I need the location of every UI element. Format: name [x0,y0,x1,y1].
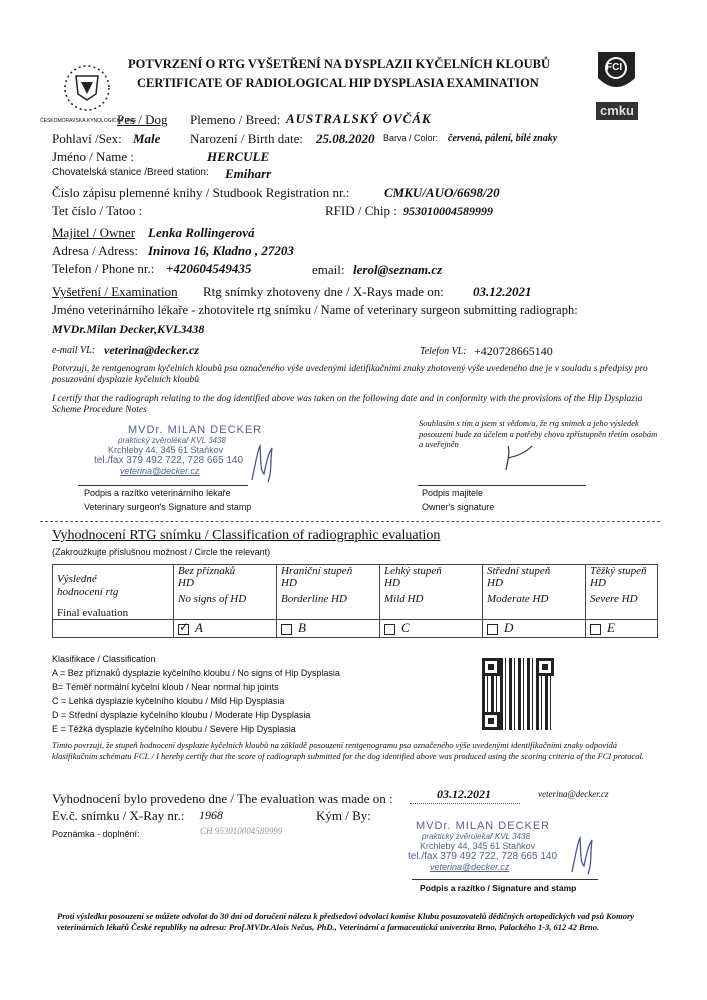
email-label: email: [312,262,345,277]
color-value: červená, pálení, bílé znaky [448,133,558,144]
owner-sign-line [418,485,586,486]
grade-a-checkbox[interactable]: ✓A [174,620,277,638]
breed-value: AUSTRALSKÝ OVČÁK [286,111,432,126]
legend-item: E = Těžká dysplazie kyčelního kloubu / Severe Hip Dysplasia [52,724,296,734]
evaluation-stamp: MVDr. MILAN DECKER praktický zvěrolékař KVL 3438 Krchleby 44, 345 61 Staňkov tel./fax 379 492 722, 728 665 140 veterina@decker.cz [408,820,558,872]
vet-name-label: Jméno veterinárního lékaře - zhotovitele rtg snímku / Name of veterinary surgeon submitting radiograph: [52,303,578,317]
phone-label: Telefon / Phone nr.: [52,261,155,276]
eval-date-label: Vyhodnocení bylo provedeno dne / The evaluation was made on : [52,791,393,806]
eval-sign-line [412,879,598,880]
grade-b-cell: Hraniční stupeň HD Borderline HD [277,565,380,620]
checkbox-icon [281,624,292,635]
grade-d-cell: Střední stupeň HD Moderate HD [483,565,586,620]
cmku-brand-logo: cmku [596,102,638,120]
checkbox-icon [590,624,601,635]
grade-e-cell: Těžký stupeň HD Severe HD [586,565,658,620]
studbook-label: Číslo zápisu plemenné knihy / Studbook Registration nr.: [52,185,350,200]
eval-sign-label: Podpis a razítko / Signature and stamp [420,883,577,893]
xray-nr-value: 1968 [199,808,223,822]
cmku-logo-text: ČESKOMORAVSKÁ KYNOLOGICKÁ UNIE [40,118,137,124]
sex-value: Male [133,131,161,146]
fci-logo: FCI [594,48,639,96]
vet-stamp: MVDr. MILAN DECKER praktický zvěrolékař KVL 3438 Krchleby 44, 345 61 Staňkov tel./fax 379 492 722, 728 665 140 veterina@decker.cz [94,424,263,476]
vet-sign-line [78,485,248,486]
exam-label: Vyšetření / Examination [52,284,178,299]
checkbox-icon [384,624,395,635]
grade-a-cell: Bez příznaků HD No signs of HD [174,565,277,620]
address-label: Adresa / Adress: [52,243,138,258]
species-label: Pes / Dog [117,112,168,127]
title-en: CERTIFICATE OF RADIOLOGICAL HIP DYSPLASIA EXAMINATION [137,76,539,90]
by-label: Kým / By: [316,808,371,823]
note-value: CH 953010004589999 [200,826,283,836]
legend-item: C = Lehká dysplazie kyčelního kloubu / Mild Hip Dysplasia [52,696,285,706]
rfid-value: 953010004589999 [403,204,493,218]
station-value: Emiharr [225,166,272,181]
grade-d-checkbox[interactable]: D [483,620,586,638]
certify-text: Tímto povrzuji, že stupeň hodnocení dysplazie kyčelních kloubů na základě posouzení rentgenogramu psa označeného výše uvedenými identifikačními znaky odpovídá klasifikačním schématu FCI. / I hereby certify that the score of radiograph submitted for the dog identified above was produced using the scoring criteria of the FCI protocol. [52,740,644,761]
note-label: Poznámka - doplnění: [52,829,140,839]
legend-item: D = Střední dysplazie kyčelního kloubu / Moderate Hip Dysplasia [52,710,311,720]
vet-signature [248,440,276,491]
eval-email-value: veterina@decker.cz [538,789,609,799]
birth-label: Narození / Birth date: [190,131,303,146]
section-divider [40,521,660,522]
owner-sign-cz: Podpis majitele [422,488,484,498]
owner-sign-en: Owner's signature [422,502,495,512]
legend-item: B= Téměř normální kyčelní kloub / Near normal hip joints [52,682,279,692]
legend-title: Klasifikace / Classification [52,654,156,664]
vet-phone-value: +420728665140 [474,344,553,358]
cmku-logo [52,60,122,120]
name-value: HERCULE [207,149,270,164]
vet-sign-cz: Podpis a razítko veterinárního lékaře [84,488,231,498]
grade-c-checkbox[interactable]: C [380,620,483,638]
vet-name-value: MVDr.Milan Decker,KVL3438 [52,322,205,336]
station-label: Chovatelská stanice /Breed station: [52,167,209,178]
checkbox-checked-icon [178,624,189,635]
vet-email-value: veterina@decker.cz [104,343,199,357]
legend-item: A = Bez příznaků dysplazie kyčelního kloubu / No signs of Hip Dysplasia [52,668,340,678]
grade-b-checkbox[interactable]: B [277,620,380,638]
appeal-text: Proti výsledku posouzení se můžete odvolat do 30 dní od doručení nálezu k předsedovi odvolací komise Klubu posuzovatelů dědičných ortopedických vad psů Komory veterinárních lékařů České republiky na adresu: Prof.MVDr.Alois Nečas, PhD., Veterinární a farmaceutická univerzita Brno, Palackého 1-3, 612 42 Brno. [57,911,635,932]
classification-title: Vyhodnocení RTG snímku / Classification of radiographic evaluation [52,528,441,543]
owner-consent: Souhlasím s tím a jsem si vědom/a, že rtg snímek a jeho výsledek posouzení bude za účelem a potřeby chovu zpřístupněn třetím osobám a uveřejněn [419,418,658,449]
confirm-en: I certify that the radiograph relating to the dog identified above was taken on the following date and in conformity with the provisions of the Hip Dysplazia Scheme Procedure Notes [52,394,643,415]
xray-nr-label: Ev.č. snímku / X-Ray nr.: [52,808,185,823]
confirm-cz: Potvrzuji, že rentgenogram kyčelních kloubů psa označeného výše uvedenými idetifikačními znaky zhotovený výše uvedeného dne je v souladu s předpisy pro posuzování dysplazie kyčelních kloubů [52,364,648,385]
evaluator-signature [568,832,596,883]
grade-e-checkbox[interactable]: E [586,620,658,638]
checkbox-icon [487,624,498,635]
row-label-cell: Výsledné hodnocení rtg Final evaluation [53,565,174,620]
title-cz: POTVRZENÍ O RTG VYŠETŘENÍ NA DYSPLAZII KYČELNÍCH KLOUBŮ [128,57,550,71]
eval-date-value: 03.12.2021 [437,787,491,801]
owner-label: Majitel / Owner [52,225,136,240]
tatoo-label: Tet číslo / Tatoo : [52,203,143,218]
name-label: Jméno / Name : [52,149,134,164]
birth-value: 25.08.2020 [316,131,375,146]
xray-label: Rtg snímky zhotoveny dne / X-Rays made on: [203,284,444,299]
owner-signature [500,440,540,481]
xray-date: 03.12.2021 [473,284,532,299]
vet-phone-label: Telefon VL: [420,346,467,357]
sex-label: Pohlaví /Sex: [52,131,122,146]
email-value: lerol@seznam.cz [353,262,443,277]
address-value: Ininova 16, Kladno , 27203 [148,243,294,258]
breed-label: Plemeno / Breed: [190,112,281,127]
color-label: Barva / Color: [383,133,439,143]
vet-email-label: e-mail VL: [52,345,96,356]
grade-c-cell: Lehký stupeň HD Mild HD [380,565,483,620]
vet-sign-en: Veterinary surgeon's Signature and stamp [84,502,252,512]
phone-value: +420604549435 [166,261,252,276]
classification-subtitle: (Zakroužkujte příslušnou možnost / Circle the relevant) [52,547,271,557]
studbook-value: CMKU/AUO/6698/20 [384,185,500,200]
rfid-label: RFID / Chip : [325,203,397,218]
owner-value: Lenka Rollingerová [148,225,255,240]
evaluation-table [52,564,658,638]
